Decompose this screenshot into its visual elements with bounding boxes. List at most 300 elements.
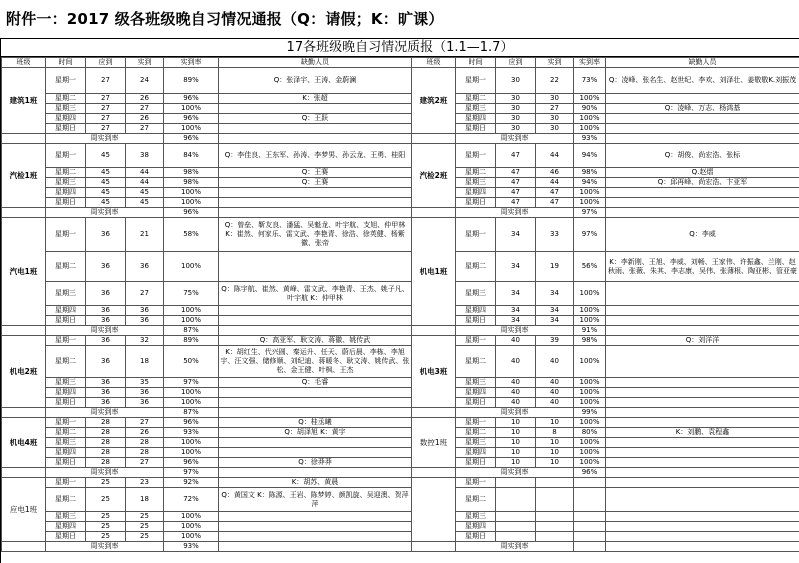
day-cell: 星期一	[456, 144, 496, 168]
table-row	[2, 336, 799, 346]
actual-count-cell: 47	[536, 198, 574, 208]
absent-list-cell	[606, 522, 799, 532]
absent-list-cell	[219, 448, 412, 458]
table-row	[2, 252, 799, 282]
actual-count-cell: 39	[536, 336, 574, 346]
attendance-rate-cell: 100%	[574, 378, 606, 388]
week-spacer-cell	[2, 468, 46, 478]
day-cell: 星期三	[456, 512, 496, 522]
table-row	[2, 448, 799, 458]
absent-list-cell	[606, 418, 799, 428]
actual-count-cell: 24	[126, 68, 164, 94]
absent-list-cell	[219, 522, 412, 532]
class-name-cell: 汽电1班	[2, 218, 46, 326]
actual-count-cell: 44	[126, 178, 164, 188]
week-spacer-cell	[219, 326, 412, 336]
expected-count-cell: 30	[496, 124, 536, 134]
actual-count-cell: 32	[126, 336, 164, 346]
actual-count-cell: 44	[536, 178, 574, 188]
attendance-rate-cell: 58%	[164, 218, 219, 252]
attendance-rate-cell: 92%	[164, 478, 219, 488]
day-cell: 星期日	[46, 124, 86, 134]
absent-list-cell: Q：高亚军、耿文涛、蒋徽、姚传武	[219, 336, 412, 346]
class-name-cell: 机电1班	[412, 218, 456, 326]
expected-count-cell	[496, 478, 536, 488]
actual-count-cell: 27	[126, 458, 164, 468]
attendance-rate-cell: 73%	[574, 68, 606, 94]
expected-count-cell: 36	[86, 282, 126, 306]
actual-count-cell: 44	[536, 144, 574, 168]
attendance-rate-cell: 100%	[164, 438, 219, 448]
absent-list-cell	[606, 306, 799, 316]
absent-list-cell: Q：李佳良、王东军、孙涛、李梦男、孙云龙、王勇、桂阳	[219, 144, 412, 168]
attendance-rate-cell: 90%	[574, 104, 606, 114]
day-cell: 星期一	[456, 478, 496, 488]
day-cell: 星期二	[46, 94, 86, 104]
attendance-rate-cell: 100%	[574, 282, 606, 306]
expected-count-cell: 47	[496, 198, 536, 208]
attendance-rate-cell: 96%	[164, 114, 219, 124]
actual-count-cell: 35	[126, 378, 164, 388]
actual-count-cell: 18	[126, 488, 164, 512]
absent-list-cell	[606, 378, 799, 388]
header-cell: 缺勤人员	[606, 58, 799, 68]
expected-count-cell: 45	[86, 168, 126, 178]
actual-count-cell: 30	[536, 114, 574, 124]
day-cell: 星期日	[46, 316, 86, 326]
table-row	[2, 218, 799, 252]
attendance-rate-cell	[574, 478, 606, 488]
actual-count-cell: 23	[126, 478, 164, 488]
attendance-rate-cell: 100%	[574, 188, 606, 198]
table-row	[2, 478, 799, 488]
attendance-rate-cell: 100%	[164, 512, 219, 522]
day-cell: 星期二	[456, 488, 496, 512]
attendance-rate-cell: 96%	[164, 458, 219, 468]
attendance-rate-cell: 56%	[574, 252, 606, 282]
attendance-rate-cell: 100%	[164, 306, 219, 316]
week-rate-cell: 99%	[574, 408, 606, 418]
day-cell: 星期二	[46, 346, 86, 378]
attendance-rate-cell: 100%	[574, 438, 606, 448]
table-row	[2, 178, 799, 188]
attendance-rate-cell: 98%	[574, 168, 606, 178]
actual-count-cell: 40	[536, 346, 574, 378]
week-spacer-cell	[412, 542, 456, 552]
attendance-rate-cell: 100%	[574, 306, 606, 316]
table-row	[2, 398, 799, 408]
header-cell: 应到	[496, 58, 536, 68]
day-cell: 星期一	[456, 68, 496, 94]
absent-list-cell	[606, 316, 799, 326]
expected-count-cell: 25	[86, 532, 126, 542]
expected-count-cell	[496, 522, 536, 532]
header-cell: 实到	[536, 58, 574, 68]
table-row	[2, 134, 799, 144]
attendance-rate-cell: 100%	[574, 94, 606, 104]
week-spacer-cell	[412, 208, 456, 218]
expected-count-cell: 10	[496, 448, 536, 458]
class-name-cell: 应电1班	[2, 478, 46, 542]
absent-list-cell	[219, 388, 412, 398]
absent-list-cell: Q：胡泽旭 K：黄宇	[219, 428, 412, 438]
day-cell: 星期四	[456, 188, 496, 198]
expected-count-cell: 30	[496, 104, 536, 114]
actual-count-cell: 46	[536, 168, 574, 178]
absent-list-cell	[606, 188, 799, 198]
expected-count-cell: 10	[496, 438, 536, 448]
absent-list-cell: Q：毛睿	[219, 378, 412, 388]
actual-count-cell: 34	[536, 316, 574, 326]
day-cell: 星期三	[46, 104, 86, 114]
attendance-rate-cell: 98%	[164, 168, 219, 178]
day-cell: 星期一	[46, 336, 86, 346]
week-spacer-cell	[219, 408, 412, 418]
table-row	[2, 104, 799, 114]
week-spacer-cell	[219, 468, 412, 478]
day-cell: 星期四	[456, 522, 496, 532]
absent-list-cell	[219, 252, 412, 282]
table-row	[2, 168, 799, 178]
week-rate-cell: 96%	[164, 134, 219, 144]
expected-count-cell	[496, 488, 536, 512]
attendance-rate-cell: 100%	[574, 316, 606, 326]
actual-count-cell: 10	[536, 418, 574, 428]
day-cell: 星期日	[456, 198, 496, 208]
absent-list-cell	[606, 478, 799, 488]
day-cell: 星期四	[456, 388, 496, 398]
expected-count-cell: 28	[86, 418, 126, 428]
absent-list-cell	[606, 488, 799, 512]
expected-count-cell: 28	[86, 448, 126, 458]
day-cell: 星期二	[456, 346, 496, 378]
attendance-sheet	[0, 38, 799, 563]
day-cell: 星期二	[456, 252, 496, 282]
day-cell: 星期四	[456, 306, 496, 316]
header-cell: 时间	[46, 58, 86, 68]
absent-list-cell: Q：王赛	[219, 178, 412, 188]
absent-list-cell	[219, 316, 412, 326]
actual-count-cell: 27	[126, 282, 164, 306]
expected-count-cell: 28	[86, 458, 126, 468]
class-name-cell: 建筑2班	[412, 68, 456, 134]
day-cell: 星期二	[456, 94, 496, 104]
expected-count-cell: 40	[496, 398, 536, 408]
day-cell: 星期日	[456, 398, 496, 408]
actual-count-cell: 34	[536, 306, 574, 316]
week-rate-cell: 87%	[164, 326, 219, 336]
table-row	[2, 326, 799, 336]
day-cell: 星期日	[46, 532, 86, 542]
table-row	[2, 458, 799, 468]
absent-list-cell	[219, 438, 412, 448]
header-cell: 实到	[126, 58, 164, 68]
day-cell: 星期三	[46, 438, 86, 448]
day-cell: 星期四	[456, 114, 496, 124]
expected-count-cell: 40	[496, 346, 536, 378]
week-label-cell: 周实到率	[46, 542, 164, 552]
absent-list-cell	[219, 188, 412, 198]
attendance-rate-cell	[574, 522, 606, 532]
header-cell: 应到	[86, 58, 126, 68]
header-cell: 班级	[412, 58, 456, 68]
day-cell: 星期二	[46, 428, 86, 438]
day-cell: 星期一	[456, 336, 496, 346]
expected-count-cell: 27	[86, 94, 126, 104]
attendance-rate-cell: 100%	[574, 124, 606, 134]
day-cell: 星期二	[456, 168, 496, 178]
expected-count-cell: 30	[496, 68, 536, 94]
table-row	[2, 114, 799, 124]
sheet-title: 17各班级晚自习情况质报（1.1—1.7）	[1, 39, 799, 57]
actual-count-cell: 26	[126, 428, 164, 438]
week-label-cell: 周实到率	[456, 408, 574, 418]
week-spacer-cell	[2, 542, 46, 552]
week-rate-cell: 91%	[574, 326, 606, 336]
actual-count-cell: 45	[126, 198, 164, 208]
actual-count-cell: 27	[126, 418, 164, 428]
attendance-rate-cell: 94%	[574, 178, 606, 188]
class-name-cell: 汽检1班	[2, 144, 46, 208]
day-cell: 星期一	[46, 218, 86, 252]
week-label-cell: 周实到率	[456, 134, 574, 144]
actual-count-cell	[536, 488, 574, 512]
week-rate-cell: 93%	[164, 542, 219, 552]
attendance-rate-cell: 96%	[164, 418, 219, 428]
absent-list-cell	[606, 458, 799, 468]
table-row	[2, 468, 799, 478]
table-row	[2, 408, 799, 418]
absent-list-cell	[219, 306, 412, 316]
absent-list-cell	[606, 94, 799, 104]
class-name-cell: 机电3班	[412, 336, 456, 408]
class-name-cell: 机电2班	[2, 336, 46, 408]
week-spacer-cell	[219, 208, 412, 218]
attendance-rate-cell: 100%	[164, 124, 219, 134]
header-cell: 实到率	[164, 58, 219, 68]
day-cell: 星期四	[46, 306, 86, 316]
actual-count-cell: 36	[126, 398, 164, 408]
absent-list-cell: Q：胡俊、尚宏浩、张标	[606, 144, 799, 168]
absent-list-cell: Q：李威	[606, 218, 799, 252]
absent-list-cell	[606, 532, 799, 542]
expected-count-cell: 36	[86, 388, 126, 398]
attendance-rate-cell	[574, 488, 606, 512]
day-cell: 星期日	[46, 198, 86, 208]
header-cell: 时间	[456, 58, 496, 68]
absent-list-cell: K：李新刚、王旭、李威、刘畅、王家伟、许振鑫、兰刚、赵秋雨、张薇、朱其、李志康、吴伟、张薄根、陶亚彬、管亚豪	[606, 252, 799, 282]
absent-list-cell: Q：徐莽莽	[219, 458, 412, 468]
week-rate-cell: 96%	[574, 468, 606, 478]
actual-count-cell: 25	[126, 532, 164, 542]
attendance-rate-cell: 100%	[164, 388, 219, 398]
actual-count-cell: 38	[126, 144, 164, 168]
actual-count-cell: 28	[126, 448, 164, 458]
expected-count-cell: 47	[496, 188, 536, 198]
expected-count-cell: 10	[496, 458, 536, 468]
table-row	[2, 346, 799, 378]
day-cell: 星期四	[46, 522, 86, 532]
week-label-cell: 周实到率	[46, 134, 164, 144]
week-label-cell: 周实到率	[46, 408, 164, 418]
actual-count-cell: 28	[126, 438, 164, 448]
expected-count-cell: 25	[86, 478, 126, 488]
actual-count-cell: 36	[126, 388, 164, 398]
expected-count-cell: 45	[86, 198, 126, 208]
attendance-rate-cell: 100%	[574, 198, 606, 208]
absent-list-cell: K：刘鹏、袁程鑫	[606, 428, 799, 438]
expected-count-cell: 25	[86, 512, 126, 522]
table-row	[2, 306, 799, 316]
expected-count-cell: 47	[496, 178, 536, 188]
absent-list-cell	[606, 114, 799, 124]
attendance-rate-cell: 72%	[164, 488, 219, 512]
table-row	[2, 428, 799, 438]
week-rate-cell: 96%	[164, 208, 219, 218]
attendance-rate-cell: 98%	[164, 178, 219, 188]
attendance-rate-cell: 100%	[164, 252, 219, 282]
day-cell: 星期三	[456, 378, 496, 388]
actual-count-cell: 33	[536, 218, 574, 252]
expected-count-cell: 36	[86, 346, 126, 378]
actual-count-cell	[536, 478, 574, 488]
attendance-rate-cell: 100%	[164, 104, 219, 114]
absent-list-cell: Q：凌峰、张名生、赵世纪、李欢、刘泽壮、姜敬敬K.刘振茂	[606, 68, 799, 94]
actual-count-cell: 27	[536, 104, 574, 114]
expected-count-cell: 36	[86, 378, 126, 388]
expected-count-cell: 36	[86, 398, 126, 408]
attendance-rate-cell	[574, 532, 606, 542]
day-cell: 星期日	[456, 458, 496, 468]
week-spacer-cell	[219, 542, 412, 552]
week-label-cell: 周实到率	[46, 326, 164, 336]
table-row	[2, 282, 799, 306]
expected-count-cell: 34	[496, 306, 536, 316]
day-cell: 星期四	[46, 388, 86, 398]
day-cell: 星期三	[456, 438, 496, 448]
expected-count-cell: 36	[86, 252, 126, 282]
day-cell: 星期日	[46, 398, 86, 408]
attendance-rate-cell: 100%	[574, 448, 606, 458]
absent-list-cell	[606, 346, 799, 378]
expected-count-cell: 27	[86, 114, 126, 124]
attendance-table	[1, 57, 799, 552]
absent-list-cell	[606, 282, 799, 306]
absent-list-cell	[606, 448, 799, 458]
table-row	[2, 316, 799, 326]
table-row	[2, 542, 799, 552]
table-row	[2, 512, 799, 522]
actual-count-cell: 47	[536, 188, 574, 198]
day-cell: 星期三	[456, 104, 496, 114]
absent-list-cell	[606, 438, 799, 448]
week-label-cell: 周实到率	[456, 208, 574, 218]
expected-count-cell: 10	[496, 428, 536, 438]
absent-list-cell: K：张超	[219, 94, 412, 104]
absent-list-cell: Q：张泽宇、王涛、金蔚澜	[219, 68, 412, 94]
absent-list-cell	[219, 124, 412, 134]
week-spacer-cell	[412, 408, 456, 418]
expected-count-cell: 25	[86, 522, 126, 532]
expected-count-cell: 40	[496, 378, 536, 388]
week-spacer-cell	[606, 468, 799, 478]
day-cell: 星期一	[456, 418, 496, 428]
table-row	[2, 438, 799, 448]
attendance-rate-cell: 93%	[164, 428, 219, 438]
table-row	[2, 188, 799, 198]
week-spacer-cell	[2, 134, 46, 144]
expected-count-cell: 47	[496, 144, 536, 168]
week-rate-cell: 97%	[164, 468, 219, 478]
attendance-rate-cell: 84%	[164, 144, 219, 168]
expected-count-cell: 36	[86, 218, 126, 252]
actual-count-cell: 25	[126, 522, 164, 532]
absent-list-cell: K：胡苏、黄晨	[219, 478, 412, 488]
absent-list-cell	[219, 398, 412, 408]
table-row	[2, 198, 799, 208]
attendance-rate-cell	[574, 512, 606, 522]
attendance-rate-cell: 100%	[574, 418, 606, 428]
attendance-rate-cell: 80%	[574, 428, 606, 438]
expected-count-cell: 36	[86, 316, 126, 326]
expected-count-cell: 47	[496, 168, 536, 178]
absent-list-cell	[219, 532, 412, 542]
day-cell: 星期四	[46, 448, 86, 458]
table-row	[2, 94, 799, 104]
day-cell: 星期四	[456, 448, 496, 458]
attendance-rate-cell: 100%	[164, 448, 219, 458]
absent-list-cell: Q：曾垒、靳友良、潘猛、吴魁龙、叶宇航、支旭、仲甲林 K：崔然、何家乐、雷文武、李艳青、徐浩、徐英健、杨紫徽、张帝	[219, 218, 412, 252]
week-label-cell: 周实到率	[456, 542, 574, 552]
attendance-rate-cell: 96%	[164, 94, 219, 104]
actual-count-cell: 30	[536, 124, 574, 134]
week-label-cell: 周实到率	[46, 468, 164, 478]
attendance-rate-cell: 100%	[574, 388, 606, 398]
expected-count-cell: 10	[496, 418, 536, 428]
expected-count-cell: 28	[86, 438, 126, 448]
day-cell: 星期三	[456, 282, 496, 306]
actual-count-cell: 10	[536, 438, 574, 448]
absent-list-cell	[606, 398, 799, 408]
absent-list-cell: Q.赵熠	[606, 168, 799, 178]
week-spacer-cell	[2, 326, 46, 336]
header-row	[2, 58, 799, 68]
attendance-rate-cell: 100%	[164, 188, 219, 198]
expected-count-cell	[496, 532, 536, 542]
day-cell: 星期一	[46, 68, 86, 94]
attendance-rate-cell: 100%	[164, 198, 219, 208]
day-cell: 星期二	[46, 488, 86, 512]
day-cell: 星期一	[46, 144, 86, 168]
day-cell: 星期日	[456, 316, 496, 326]
week-spacer-cell	[412, 326, 456, 336]
week-rate-cell	[574, 542, 606, 552]
week-spacer-cell	[2, 408, 46, 418]
attendance-rate-cell: 100%	[574, 114, 606, 124]
attendance-rate-cell: 100%	[164, 316, 219, 326]
actual-count-cell: 36	[126, 306, 164, 316]
attendance-rate-cell: 100%	[574, 346, 606, 378]
expected-count-cell: 28	[86, 428, 126, 438]
actual-count-cell: 18	[126, 346, 164, 378]
actual-count-cell	[536, 512, 574, 522]
table-row	[2, 418, 799, 428]
header-cell: 班级	[2, 58, 46, 68]
actual-count-cell: 27	[126, 124, 164, 134]
actual-count-cell: 30	[536, 94, 574, 104]
day-cell: 星期三	[46, 378, 86, 388]
expected-count-cell	[496, 512, 536, 522]
